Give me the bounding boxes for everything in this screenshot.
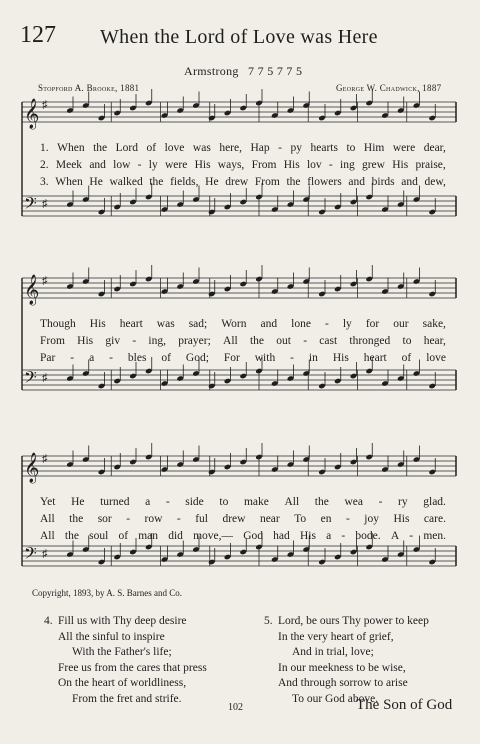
treble-clef-icon: 𝄞 [24,99,40,129]
lyric-syllable: heart [119,318,143,330]
lyric-syllable: ing, [148,335,166,347]
lyric-syllable: walked [109,176,143,188]
lyric-syllable: Par [40,352,56,364]
lyric-syllable: sor [97,513,112,525]
lyric-syllable: giv [105,335,121,347]
lyric-syllable: His [77,335,94,347]
lyric-syllable: py [290,142,302,154]
tune-name: Armstrong [184,64,239,78]
lyric-syllable: - [341,530,346,542]
lyric-line [40,530,446,542]
lyric-syllable: of [161,352,171,364]
lyric-syllable: - [409,530,414,542]
lyric-syllable: side [185,496,204,508]
lyric-syllable: love [426,352,446,364]
lyric-syllable: flowers [307,176,342,188]
lyric-syllable: A [390,530,400,542]
lyric-syllable: He [205,176,219,188]
lyric-syllable: From [40,335,65,347]
lyric-syllable: our [393,318,409,330]
lyric-syllable: bles [127,352,147,364]
lyric-syllable: - [137,159,142,171]
sharp-icon: ♯ [42,372,48,384]
lyric-syllable: lone [291,318,311,330]
lyric-syllable: the [249,335,265,347]
lyric-syllable: the [149,176,164,188]
lyric-syllable: love [164,142,185,154]
lyric-syllable: were [164,159,188,171]
lyric-syllable: dew, [424,176,446,188]
lyric-syllable: - [303,335,308,347]
lyric-line [40,352,446,364]
lyric-syllable: glad. [423,496,446,508]
stanza-line: To our God above. [292,692,379,705]
sharp-icon: ♯ [42,275,48,287]
lyric-line [40,142,446,154]
lyric-syllable: low [113,159,131,171]
lyric-syllable: - [324,318,329,330]
lyric-line [40,496,446,508]
stanza-line: In our meekness to be wise, [278,661,406,674]
lyric-syllable: the [286,176,301,188]
stanza-line: All the sinful to inspire [58,630,165,643]
lyric-syllable: - [290,352,294,364]
lyric-syllable: of [146,142,157,154]
lyric-syllable: and [348,176,365,188]
lyric-syllable: a [145,496,151,508]
sharp-icon: ♯ [42,198,48,210]
stanza-line: From the fret and strife. [72,692,182,705]
lyric-syllable: For [223,352,240,364]
lyric-syllable: ful [195,513,208,525]
lyric-syllable: dear, [423,142,446,154]
lyric-syllable: God [243,530,263,542]
lyric-syllable: - [132,335,137,347]
lyric-syllable: grew [361,159,385,171]
lyric-syllable: ry [398,496,408,508]
lyric-syllable: Hap [250,142,270,154]
lyric-syllable: - [70,352,75,364]
sharp-icon: ♯ [42,548,48,560]
lyric-syllable: here, [219,142,242,154]
lyric-syllable: had [273,530,290,542]
stanza-line: Fill us with Thy deep desire [58,615,187,627]
lyric-syllable: Lord [115,142,139,154]
lyric-syllable: lov [306,159,322,171]
lyric-line [40,335,446,347]
lyric-syllable: wea [344,496,363,508]
lyric-syllable: and [89,159,106,171]
lyric-syllable: 1. [40,142,49,154]
lyric-syllable: ly [148,159,158,171]
lyric-syllable: heart [363,352,387,364]
lyric-syllable: bode. [355,530,381,542]
lyric-syllable: Meek [55,159,83,171]
lyric-syllable: thronged [349,335,391,347]
lyric-line [40,513,446,525]
lyric-syllable: was [192,142,211,154]
lyric-syllable: the [93,142,108,154]
lyric-syllable: and [260,318,278,330]
lyric-syllable: of [118,530,129,542]
lyric-syllable: All [40,513,55,525]
lyric-syllable: to [402,335,412,347]
lyric-syllable: 2. [40,159,49,171]
stanza-line: In the very heart of grief, [278,630,394,643]
lyric-syllable: to [346,142,356,154]
lyric-syllable: ways, [217,159,245,171]
stanza-number: 5. [264,615,273,627]
treble-clef-icon: 𝄞 [24,453,40,483]
lyric-syllable: - [165,496,170,508]
stanza-line: And through sorrow to arise [278,677,408,690]
lyric-syllable: birds [371,176,395,188]
lyric-syllable: His [283,159,300,171]
composer-credit: George W. Chadwick, 1887 [336,83,442,93]
lyric-syllable: drew [225,176,249,188]
lyric-syllable: the [64,530,79,542]
bass-clef-icon: 𝄢 [24,193,37,217]
lyric-syllable: His [89,318,106,330]
lyric-syllable: - [328,159,333,171]
lyric-syllable: - [378,496,383,508]
sharp-icon: ♯ [42,453,48,465]
lyric-line [40,318,446,330]
stanza-4 [44,614,207,708]
lyric-syllable: His [299,530,316,542]
lyric-syllable: ly [342,318,352,330]
lyric-line [40,176,446,188]
bass-clef-icon: 𝄢 [24,367,37,391]
lyric-syllable: When [57,142,85,154]
lyric-syllable: a [326,530,332,542]
lyric-syllable: His [332,352,349,364]
lyric-syllable: the [314,496,329,508]
lyric-syllable: He [71,496,85,508]
lyric-syllable: All [223,335,238,347]
stanza-5 [264,614,429,708]
treble-clef-icon: 𝄞 [24,275,40,305]
lyric-syllable: turned [100,496,130,508]
lyric-line [40,159,446,171]
lyric-syllable: To [294,513,307,525]
lyric-syllable: to [219,496,229,508]
lyric-syllable: hear, [423,335,446,347]
lyric-syllable: for [365,318,380,330]
hymn-number: 127 [20,22,56,48]
lyric-syllable: - [126,513,131,525]
lyric-syllable: He [89,176,103,188]
lyric-syllable: a [89,352,95,364]
lyric-syllable: the [69,513,84,525]
lyric-syllable: 3. [40,176,49,188]
author-credit: Stopford A. Brooke, 1881 [38,83,140,93]
stanza-line: Free us from the cares that press [58,661,207,674]
lyric-syllable: prayer; [178,335,211,347]
lyric-syllable: soul [89,530,109,542]
lyric-syllable: Though [40,318,76,330]
lyric-syllable: Yet [40,496,56,508]
section-title: The Son of God [356,697,453,713]
stanza-line: On the heart of worldliness, [58,677,187,690]
lyric-syllable: and [401,176,418,188]
lyric-syllable: en [320,513,332,525]
lyric-syllable: From [254,176,280,188]
sharp-icon: ♯ [42,99,48,111]
lyric-syllable: out [276,335,291,347]
lyric-syllable: drew [222,513,246,525]
stanza-line: With the Father's life; [72,646,172,659]
bass-clef-icon: 𝄢 [24,543,37,567]
lyric-syllable: row [144,513,163,525]
hymn-title: When the Lord of Love was Here [100,26,378,48]
lyric-syllable: move,— [193,530,234,542]
lyric-syllable: - [345,513,350,525]
lyric-syllable: men. [423,530,446,542]
lyric-syllable: His [393,513,410,525]
lyric-syllable: did [168,530,183,542]
lyric-syllable: - [176,513,181,525]
lyric-syllable: God; [185,352,209,364]
lyric-syllable: When [55,176,83,188]
lyric-syllable: make [243,496,269,508]
lyric-syllable: praise, [415,159,446,171]
lyric-syllable: were [392,142,416,154]
lyric-syllable: - [278,142,282,154]
lyric-syllable: sad; [188,318,208,330]
lyric-syllable: was [156,318,175,330]
stanza-line: Lord, be ours Thy power to keep [278,615,429,627]
page-number: 102 [228,702,243,713]
lyric-syllable: in [308,352,318,364]
lyric-syllable: Worn [221,318,247,330]
lyric-syllable: of [401,352,412,364]
lyric-syllable: His [194,159,211,171]
lyric-syllable: His [392,159,409,171]
lyric-syllable: All [40,530,55,542]
lyric-syllable: Him [363,142,385,154]
lyric-syllable: - [109,352,113,364]
lyric-syllable: joy [364,513,379,525]
meter: 7 7 5 7 7 5 [248,64,303,78]
lyric-syllable: ing [340,159,355,171]
lyric-syllable: All [284,496,300,508]
copyright-notice: Copyright, 1893, by A. S. Barnes and Co. [32,588,182,598]
lyric-syllable: From [251,159,277,171]
lyric-syllable: fields, [170,176,199,188]
stanza-line: And in trial, love; [292,646,374,659]
lyric-syllable: man [138,530,159,542]
lyric-syllable: sake, [422,318,446,330]
lyric-syllable: hearts [310,142,338,154]
stanza-number: 4. [44,615,53,627]
lyric-syllable: with [254,352,276,364]
lyric-syllable: near [259,513,280,525]
lyric-syllable: care. [423,513,446,525]
lyric-syllable: cast [319,335,338,347]
